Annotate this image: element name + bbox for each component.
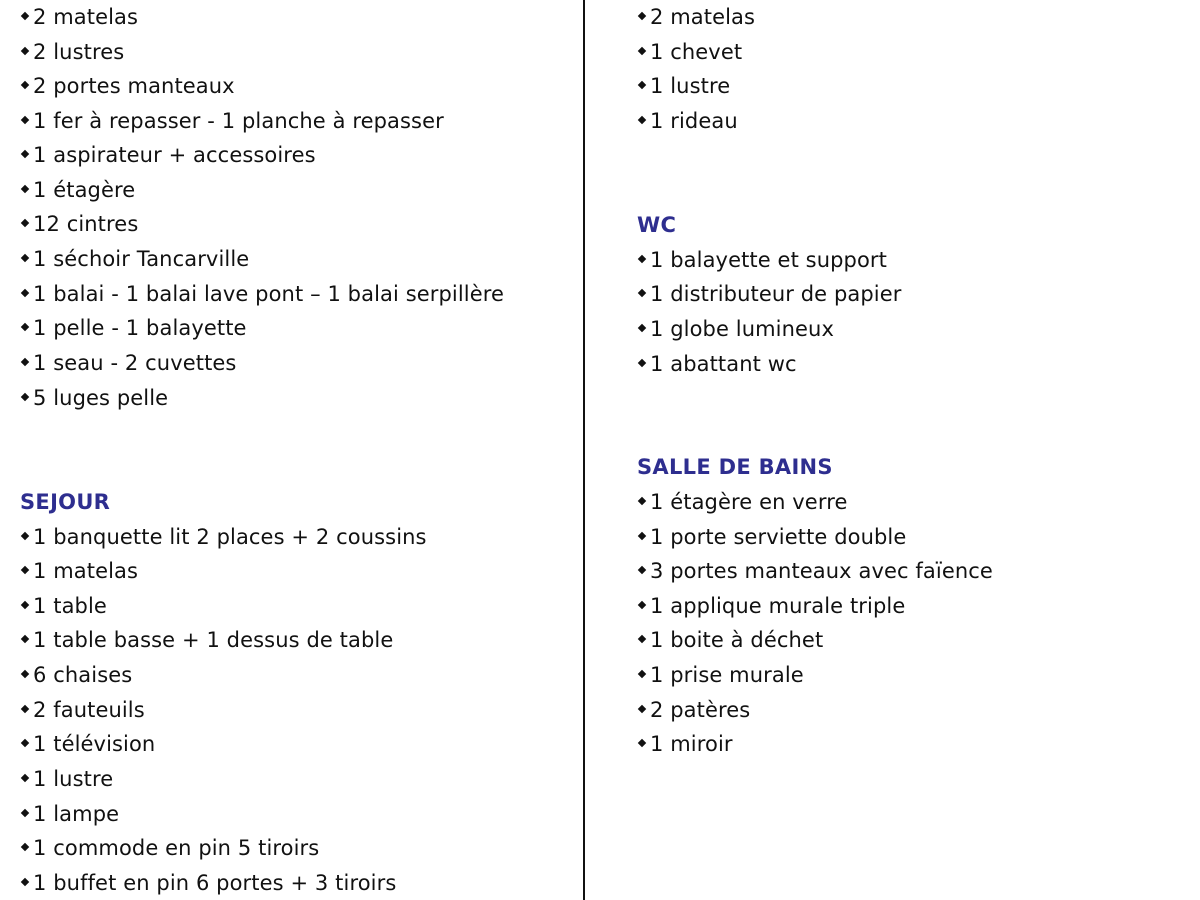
diamond-bullet-icon <box>638 81 646 89</box>
diamond-bullet-icon <box>21 809 29 817</box>
list-item: 1 table <box>20 592 107 620</box>
diamond-bullet-icon <box>21 116 29 124</box>
list-item: 1 fer à repasser - 1 planche à repasser <box>20 107 444 135</box>
list-item: 1 commode en pin 5 tiroirs <box>20 834 319 862</box>
diamond-bullet-icon <box>21 81 29 89</box>
diamond-bullet-icon <box>21 739 29 747</box>
diamond-bullet-icon <box>21 12 29 20</box>
diamond-bullet-icon <box>638 359 646 367</box>
list-item: 1 buffet en pin 6 portes + 3 tiroirs <box>20 869 396 897</box>
diamond-bullet-icon <box>21 601 29 609</box>
diamond-bullet-icon <box>21 393 29 401</box>
list-item: 2 lustres <box>20 38 124 66</box>
diamond-bullet-icon <box>638 670 646 678</box>
list-item: 1 distributeur de papier <box>637 280 902 308</box>
list-item: 6 chaises <box>20 661 132 689</box>
list-item: 3 portes manteaux avec faïence <box>637 557 993 585</box>
list-item: 1 lampe <box>20 800 119 828</box>
diamond-bullet-icon <box>638 255 646 263</box>
diamond-bullet-icon <box>21 185 29 193</box>
list-item: 1 globe lumineux <box>637 315 834 343</box>
list-item: 2 portes manteaux <box>20 72 235 100</box>
list-item: 1 lustre <box>20 765 113 793</box>
list-item: 1 table basse + 1 dessus de table <box>20 626 393 654</box>
diamond-bullet-icon <box>21 254 29 262</box>
list-item: 1 applique murale triple <box>637 592 905 620</box>
list-item: 1 matelas <box>20 557 138 585</box>
list-item: 2 matelas <box>20 3 138 31</box>
list-item: 1 miroir <box>637 730 733 758</box>
list-item: 12 cintres <box>20 210 138 238</box>
list-item: 1 séchoir Tancarville <box>20 245 249 273</box>
diamond-bullet-icon <box>21 150 29 158</box>
diamond-bullet-icon <box>638 12 646 20</box>
list-item: 1 aspirateur + accessoires <box>20 141 316 169</box>
diamond-bullet-icon <box>21 358 29 366</box>
diamond-bullet-icon <box>638 532 646 540</box>
diamond-bullet-icon <box>638 289 646 297</box>
list-item: 2 fauteuils <box>20 696 145 724</box>
diamond-bullet-icon <box>21 289 29 297</box>
section-title-wc: WC <box>637 213 677 237</box>
list-item: 1 boite à déchet <box>637 626 823 654</box>
diamond-bullet-icon <box>638 47 646 55</box>
list-item: 2 patères <box>637 696 750 724</box>
section-title-sejour: SEJOUR <box>20 490 111 514</box>
diamond-bullet-icon <box>21 566 29 574</box>
diamond-bullet-icon <box>21 219 29 227</box>
list-item: 1 lustre <box>637 72 730 100</box>
list-item: 1 balai - 1 balai lave pont – 1 balai serpillère <box>20 280 504 308</box>
diamond-bullet-icon <box>638 497 646 505</box>
diamond-bullet-icon <box>638 635 646 643</box>
list-item: 1 seau - 2 cuvettes <box>20 349 236 377</box>
diamond-bullet-icon <box>638 116 646 124</box>
diamond-bullet-icon <box>638 705 646 713</box>
list-item: 5 luges pelle <box>20 384 168 412</box>
list-item: 1 étagère <box>20 176 135 204</box>
diamond-bullet-icon <box>21 47 29 55</box>
diamond-bullet-icon <box>21 532 29 540</box>
diamond-bullet-icon <box>21 670 29 678</box>
diamond-bullet-icon <box>638 601 646 609</box>
column-divider <box>583 0 585 900</box>
list-item: 2 matelas <box>637 3 755 31</box>
list-item: 1 étagère en verre <box>637 488 848 516</box>
list-item: 1 pelle - 1 balayette <box>20 314 247 342</box>
diamond-bullet-icon <box>21 774 29 782</box>
list-item: 1 chevet <box>637 38 742 66</box>
list-item: 1 porte serviette double <box>637 523 906 551</box>
diamond-bullet-icon <box>638 739 646 747</box>
list-item: 1 abattant wc <box>637 350 797 378</box>
diamond-bullet-icon <box>21 323 29 331</box>
diamond-bullet-icon <box>638 566 646 574</box>
list-item: 1 banquette lit 2 places + 2 coussins <box>20 523 427 551</box>
list-item: 1 prise murale <box>637 661 804 689</box>
list-item: 1 rideau <box>637 107 738 135</box>
diamond-bullet-icon <box>21 705 29 713</box>
diamond-bullet-icon <box>638 324 646 332</box>
diamond-bullet-icon <box>21 843 29 851</box>
diamond-bullet-icon <box>21 878 29 886</box>
list-item: 1 balayette et support <box>637 246 887 274</box>
list-item: 1 télévision <box>20 730 155 758</box>
diamond-bullet-icon <box>21 635 29 643</box>
section-title-salle-de-bains: SALLE DE BAINS <box>637 455 833 479</box>
